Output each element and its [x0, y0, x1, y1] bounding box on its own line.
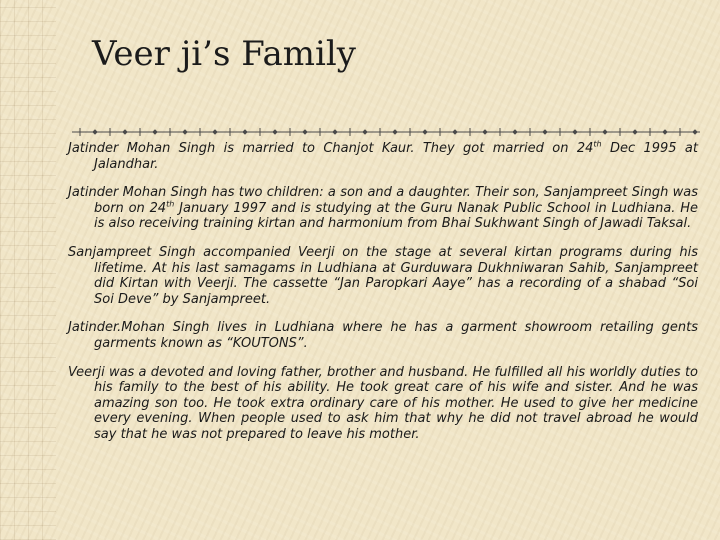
divider-diamond [393, 130, 397, 134]
paragraph-kirtan [68, 245, 698, 307]
paragraph-text: Jatinder.Mohan Singh lives in Ludhiana where he has a garment showroom retailing gents garments known as “KOUTONS”. [68, 320, 698, 351]
divider-diamond [213, 130, 217, 134]
divider-diamond [693, 130, 697, 134]
paragraph-business [68, 320, 698, 351]
ordinal-suffix: th [593, 139, 602, 149]
slide-title: Veer ji’s Family [92, 34, 356, 74]
slide-body [68, 141, 698, 456]
paragraph-text: January 1997 and is studying at the Guru Nanak Public School in Ludhiana. He is also receiving training kirtan and harmonium from Bhai Sukhwant Singh of Jawadi Taksal. [94, 200, 698, 232]
decorative-divider [72, 126, 700, 138]
divider-diamond [483, 130, 487, 134]
divider-diamond [153, 130, 157, 134]
divider-diamond [663, 130, 667, 134]
paragraph-children [68, 185, 698, 232]
divider-diamond [513, 130, 517, 134]
divider-diamond [93, 130, 97, 134]
paragraph-devotion [68, 365, 698, 443]
paragraph-text: Sanjampreet Singh accompanied Veerji on the stage at several kirtan programs during his lifetime. At his last samagams in Ludhiana at Gurduwara Dukhniwaran Sahib, Sanjampreet did Kirtan with Veerji. The cassette “Jan Paropkari Aaye” has a recording of a shabad “Soi Soi Deve” by Sanjampreet. [68, 244, 698, 307]
divider-diamond [273, 130, 277, 134]
divider-diamond [573, 130, 577, 134]
divider-diamond [423, 130, 427, 134]
textured-left-rail [0, 0, 56, 540]
paragraph-text: Jatinder Mohan Singh has two children: a son and a daughter. Their son, Sanjampreet Singh was born on 24 [68, 185, 698, 216]
divider-diamond [363, 130, 367, 134]
divider-diamond [243, 130, 247, 134]
paragraph-text: Veerji was a devoted and loving father, brother and husband. He fulfilled all his worldly duties to his family to the best of his ability. He took great care of his wife and sister. And he was amazing son too. He took extra ordinary care of his mother. He used to give her medicine every evening. When people used to ask him that why he did not travel abroad he would say that he was not prepared to leave his mother. [68, 364, 698, 442]
divider-diamond [183, 130, 187, 134]
divider-diamond [123, 130, 127, 134]
divider-diamond [333, 130, 337, 134]
paragraph-marriage [68, 141, 698, 172]
divider-diamond [543, 130, 547, 134]
divider-diamond [303, 130, 307, 134]
paragraph-text: Jatinder Mohan Singh is married to Chanjot Kaur. They got married on 24 [68, 141, 594, 156]
divider-diamond [453, 130, 457, 134]
paragraph-text: Dec 1995 at Jalandhar. [94, 141, 698, 172]
divider-diamond [603, 130, 607, 134]
ordinal-suffix: th [166, 199, 175, 209]
divider-diamond [633, 130, 637, 134]
